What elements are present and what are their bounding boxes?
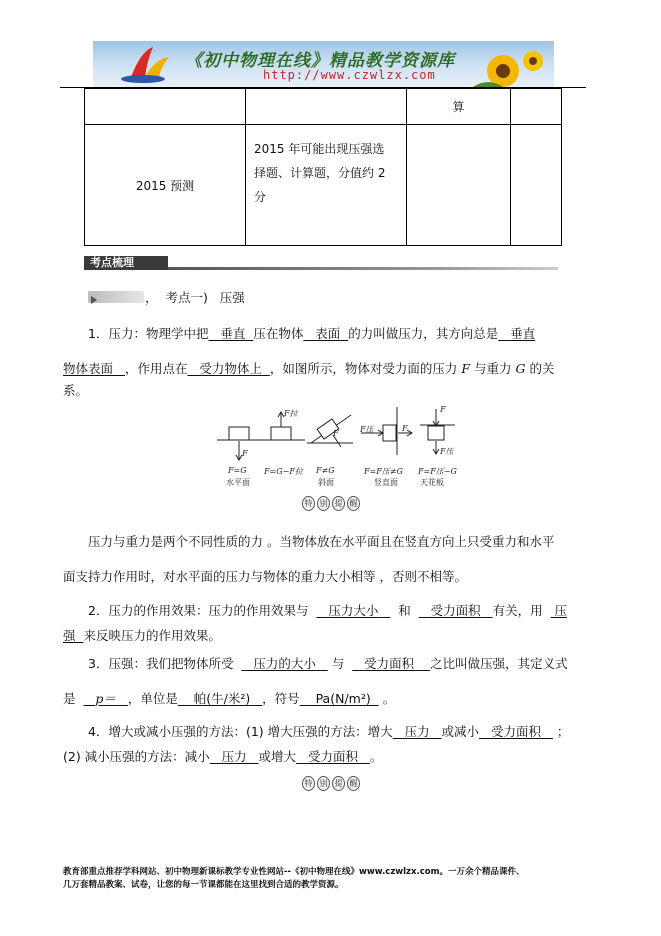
figure-equation: F≠G [316, 466, 335, 475]
paragraph-2-line-2: 强 来反映压力的作用效果。 [63, 628, 221, 643]
figure-equation: F=G−F拉 [264, 467, 303, 476]
force-label: F压 [440, 447, 454, 456]
table-cell-detail: 2015 年可能出现压强选 择题、计算题，分值约 2 分 [246, 125, 407, 246]
figure-equation: F=F压−G [418, 467, 457, 476]
header-banner [93, 41, 554, 87]
tip-paragraph-line-1: 压力与重力是两个不同性质的力 。当物体放在水平面且在竖直方向上只受重力和水平 [88, 534, 555, 549]
paragraph-1-line-2: 物体表面 ，作用点在 受力物体上 ，如图所示，物体对受力面的压力 F 与重力 G 的关 [63, 361, 555, 376]
table-row [85, 89, 562, 125]
figure-caption: 竖直面 [374, 478, 398, 487]
section-label: 考点梳理 [84, 256, 168, 270]
force-label: F拉 [284, 409, 298, 418]
paragraph-4-line-2: (2) 减小压强的方法：减小 压力 或增大 受力面积 。 [63, 749, 383, 764]
kaodian-heading: ， 考点一) 压强 [145, 290, 245, 305]
paragraph-3-line-1: 3．压强：我们把物体所受 压力的大小 与 受力面积 之比叫做压强，其定义式 [88, 656, 568, 671]
footer-line-1: 教育部重点推荐学科网站、初中物理新课标教学专业性网站--《初中物理在线》www.czwlzx.com。一万余个精品课件、 [63, 867, 525, 877]
banner-title: 《初中物理在线》精品教学资源库 [185, 51, 455, 71]
figure-caption: 水平面 [226, 478, 250, 487]
table-cell: 算 [407, 89, 511, 125]
table-cell-forecast: 2015 预测 [85, 125, 246, 246]
paragraph-1-line-3: 系。 [63, 383, 89, 398]
footer-line-2: 几万套精品教案、试卷，让您的每一节课都能在这里找到合适的教学资源。 [63, 880, 344, 890]
force-label: F [333, 429, 339, 438]
play-icon [88, 294, 100, 306]
figure-caption: 斜面 [318, 478, 334, 487]
figure-equation: F=G [228, 466, 247, 475]
section-rule [168, 267, 558, 270]
table-row [85, 125, 562, 246]
special-reminder-badge: 特 别 提 醒 [302, 776, 360, 790]
figure-equation: F=F压≠G [364, 467, 403, 476]
force-label: F [440, 405, 446, 414]
paragraph-1-line-1: 1．压力：物理学中把 垂直 压在物体 表面 的力叫做压力，其方向总是 垂直 [88, 326, 536, 341]
figure-caption: 天花板 [420, 478, 444, 487]
section-header [84, 256, 558, 272]
banner-url: http://www.czwlzx.com [263, 68, 436, 82]
force-label: F [402, 424, 408, 433]
tip-paragraph-line-2: 面支持力作用时，对水平面的压力与物体的重力大小相等 ，否则不相等。 [63, 569, 467, 584]
force-label: F压 [360, 425, 374, 434]
kaodian-marker [88, 291, 144, 303]
paragraph-4-line-1: 4．增大或减小压强的方法：(1) 增大压强的方法：增大 压力 或减小 受力面积 ； [88, 724, 570, 739]
exam-table [84, 88, 562, 246]
paragraph-2-line-1: 2．压力的作用效果：压力的作用效果与 压力大小 和 受力面积 有关，用 压 [88, 603, 568, 618]
paragraph-3-line-2: 是 p＝ ，单位是 帕(牛/米²) ，符号 Pa(N/m²) 。 [63, 691, 396, 706]
force-label: F [242, 449, 248, 458]
special-reminder-badge: 特 别 提 醒 [302, 496, 360, 510]
